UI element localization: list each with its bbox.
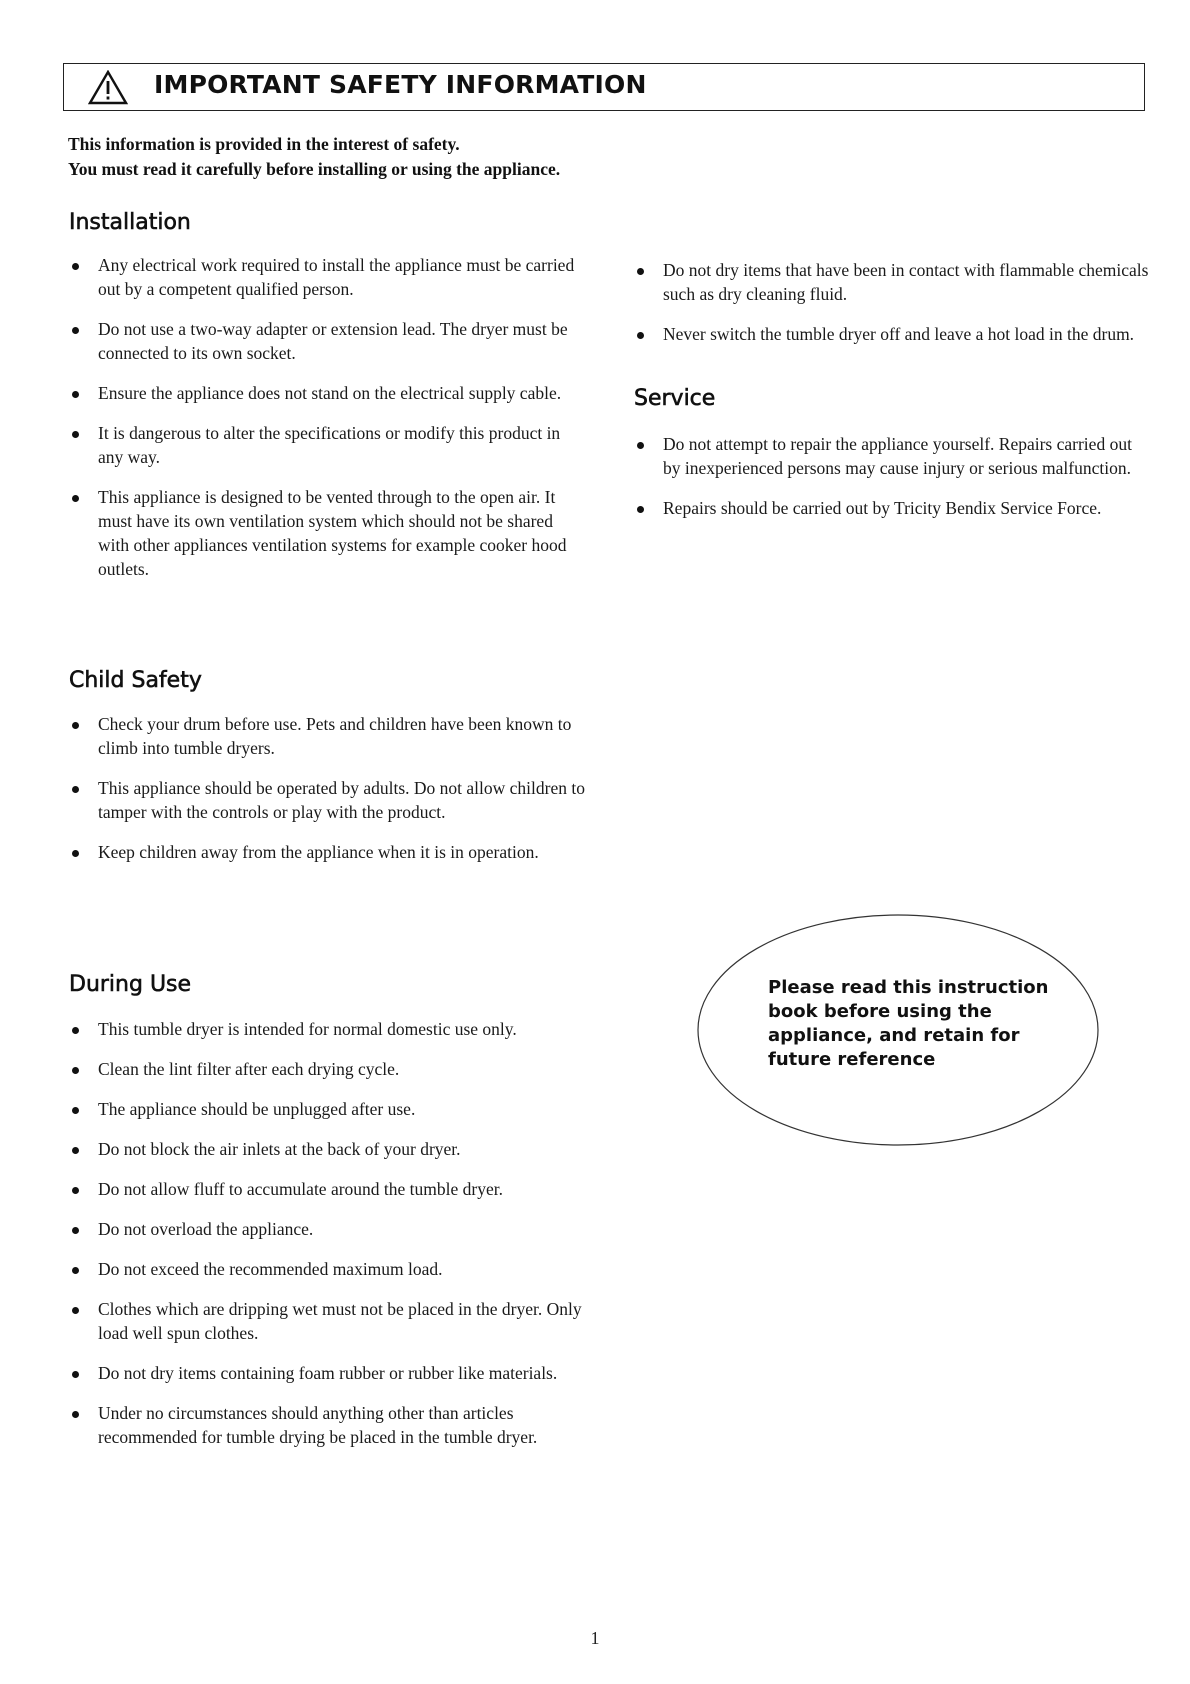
list-item: Do not attempt to repair the appliance yourself. Repairs carried out by inexperienced persons may cause injury or serious malfunction.: [633, 432, 1153, 480]
warning-triangle-icon: [88, 70, 128, 106]
intro-text: [68, 132, 560, 182]
list-item: This appliance should be operated by adults. Do not allow children to tamper with the controls or play with the product.: [68, 776, 588, 824]
child-safety-list: [68, 712, 588, 864]
list-item: Do not use a two-way adapter or extension lead. The dryer must be connected to its own socket.: [68, 317, 588, 365]
list-item: Clothes which are dripping wet must not be placed in the dryer. Only load well spun clothes.: [68, 1297, 588, 1345]
list-item: Do not allow fluff to accumulate around the tumble dryer.: [68, 1177, 588, 1201]
list-item: Under no circumstances should anything other than articles recommended for tumble drying be placed in the tumble dryer.: [68, 1401, 588, 1449]
list-item: Do not exceed the recommended maximum load.: [68, 1257, 588, 1281]
installation-list: [68, 253, 588, 581]
list-item: Ensure the appliance does not stand on the electrical supply cable.: [68, 381, 588, 405]
intro-line-1: This information is provided in the interest of safety.: [68, 134, 460, 154]
page-number: 1: [590, 1628, 600, 1648]
list-item: Repairs should be carried out by Tricity Bendix Service Force.: [633, 496, 1153, 520]
list-item: Check your drum before use. Pets and children have been known to climb into tumble dryers.: [68, 712, 588, 760]
list-item: The appliance should be unplugged after use.: [68, 1097, 588, 1121]
list-item: It is dangerous to alter the specifications or modify this product in any way.: [68, 421, 588, 469]
installation-continued-list: [633, 258, 1153, 346]
list-item: Clean the lint filter after each drying cycle.: [68, 1057, 588, 1081]
during-use-list: [68, 1017, 588, 1449]
header-banner: [63, 63, 1145, 111]
list-item: Any electrical work required to install the appliance must be carried out by a competent qualified person.: [68, 253, 588, 301]
list-item: Do not dry items that have been in contact with flammable chemicals such as dry cleaning fluid.: [633, 258, 1153, 306]
list-item: Do not dry items containing foam rubber or rubber like materials.: [68, 1361, 588, 1385]
list-item: This tumble dryer is intended for normal domestic use only.: [68, 1017, 588, 1041]
list-item: Do not block the air inlets at the back of your dryer.: [68, 1137, 588, 1161]
service-list: [633, 432, 1153, 520]
service-heading: Service: [634, 386, 716, 411]
list-item: Never switch the tumble dryer off and leave a hot load in the drum.: [633, 322, 1153, 346]
note-text: Please read this instruction book before using the appliance, and retain for future reference: [768, 977, 1049, 1070]
child-safety-heading: Child Safety: [69, 668, 202, 693]
intro-line-2: You must read it carefully before installing or using the appliance.: [68, 159, 561, 179]
installation-heading: Installation: [69, 210, 191, 235]
during-use-heading: During Use: [69, 972, 192, 997]
list-item: This appliance is designed to be vented through to the open air. It must have its own ventilation system which should not be shared with other appliances ventilation systems for example cooker hood outlets.: [68, 485, 588, 581]
list-item: Do not overload the appliance.: [68, 1217, 588, 1241]
list-item: Keep children away from the appliance when it is in operation.: [68, 840, 588, 864]
page-title: IMPORTANT SAFETY INFORMATION: [154, 70, 647, 99]
